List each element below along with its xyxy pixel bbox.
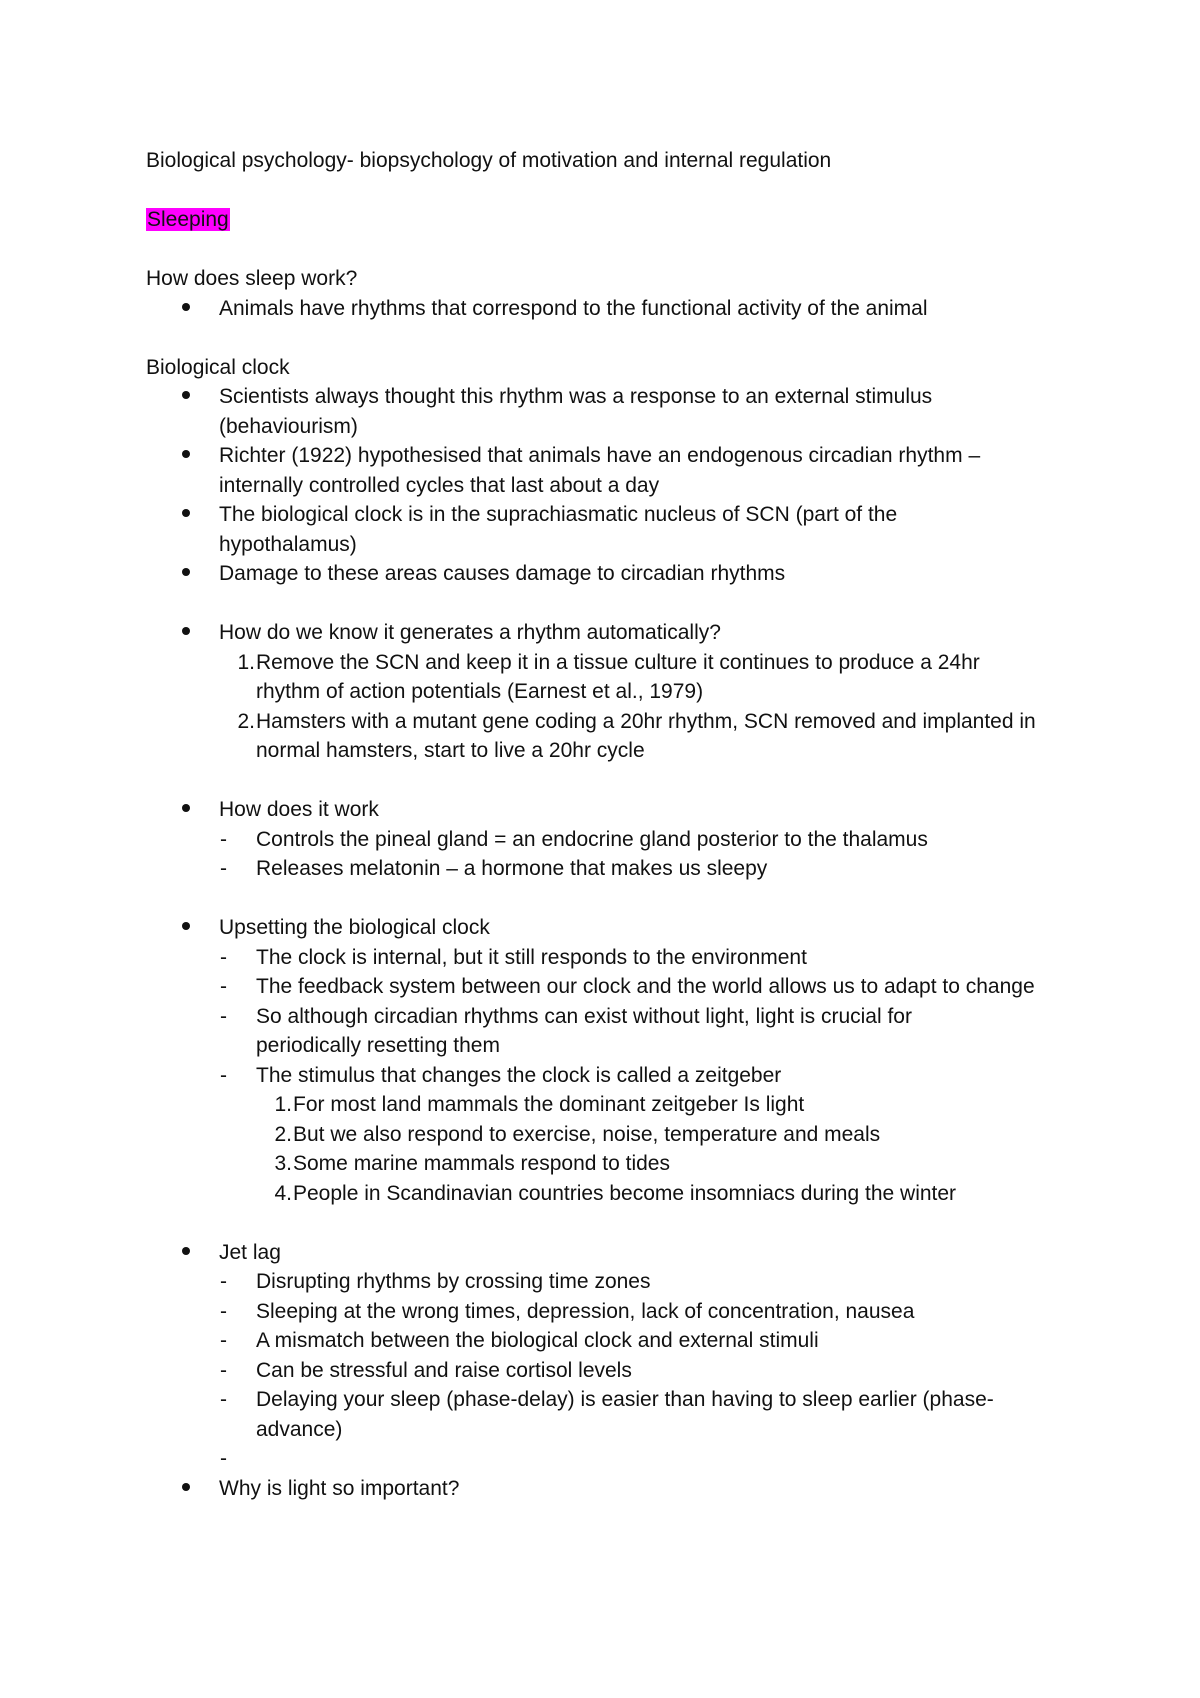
dash-item: - Sleeping at the wrong times, depression, lack of concentration, nausea: [146, 1297, 1086, 1327]
bullet-icon: [182, 441, 190, 471]
dash-marker: -: [220, 1358, 227, 1382]
dash-marker: -: [220, 1063, 227, 1087]
dash-item: - So although circadian rhythms can exist without light, light is crucial for periodically resetting them: [146, 1002, 1006, 1061]
bullet-icon: [182, 500, 190, 530]
dash-marker: -: [220, 857, 227, 880]
list-item: Scientists always thought this rhythm was a response to an external stimulus (behaviourism): [146, 382, 1019, 441]
bullet-icon: [182, 1238, 190, 1268]
list-item: Richter (1922) hypothesised that animals have an endogenous circadian rhythm – internally controlled cycles that last about a day: [146, 441, 1049, 500]
dash-item-empty: [146, 1444, 1086, 1474]
dash-marker: -: [220, 1447, 227, 1470]
list-number: 2 .: [237, 707, 255, 737]
numbered-item: 2 . Hamsters with a mutant gene coding a 20hr rhythm, SCN removed and implanted in normal hamsters, start to live a 20hr cycle: [146, 707, 1091, 766]
list-number: 4 .: [274, 1179, 292, 1209]
list-item: The biological clock is in the suprachiasmatic nucleus of SCN (part of the hypothalamus): [146, 500, 979, 559]
numbered-sub-item: 1 . For most land mammals the dominant zeitgeber Is light: [146, 1090, 1086, 1120]
list-item-why-light: Why is light so important?: [146, 1474, 1086, 1504]
dash-marker: -: [220, 975, 227, 998]
dash-marker: -: [220, 827, 227, 851]
list-item-how-does-it-work: How does it work: [146, 795, 1086, 825]
section-heading-sleeping: Sleeping: [147, 208, 229, 231]
dash-item: - The feedback system between our clock and the world allows us to adapt to change: [146, 972, 1036, 1002]
bullet-icon: [182, 1474, 190, 1504]
document-body: [146, 146, 1086, 1503]
bullet-icon: [182, 618, 190, 648]
document-title: Biological psychology- biopsychology of motivation and internal regulation: [146, 149, 832, 172]
numbered-sub-item: 3 . Some marine mammals respond to tides: [146, 1149, 1086, 1179]
dash-item: - The stimulus that changes the clock is called a zeitgeber: [146, 1061, 1086, 1091]
numbered-sub-item: 2 . But we also respond to exercise, noise, temperature and meals: [146, 1120, 1086, 1150]
list-item: Damage to these areas causes damage to circadian rhythms: [146, 559, 1086, 589]
list-item-upsetting: Upsetting the biological clock: [146, 913, 1086, 943]
dash-item: - Releases melatonin – a hormone that makes us sleepy: [146, 854, 1086, 884]
dash-marker: -: [220, 945, 227, 969]
list-item-jet-lag: Jet lag: [146, 1238, 1086, 1268]
list-number: 1 .: [237, 648, 255, 678]
dash-item: - A mismatch between the biological clock and external stimuli: [146, 1326, 1086, 1356]
bullet-icon: [182, 559, 190, 589]
dash-item: - Disrupting rhythms by crossing time zones: [146, 1267, 1086, 1297]
list-item-how-do-we-know: How do we know it generates a rhythm automatically?: [146, 618, 1086, 648]
dash-marker: -: [220, 1270, 227, 1293]
list-number: 3 .: [274, 1149, 292, 1179]
bullet-icon: [182, 382, 190, 412]
dash-marker: -: [220, 1004, 227, 1028]
dash-item: - The clock is internal, but it still responds to the environment: [146, 943, 1086, 973]
numbered-sub-item: 4 . People in Scandinavian countries become insomniacs during the winter: [146, 1179, 1086, 1209]
dash-marker: -: [220, 1388, 227, 1411]
bullet-icon: [182, 913, 190, 943]
list-item: Animals have rhythms that correspond to the functional activity of the animal: [146, 294, 1086, 324]
numbered-item: 1 . Remove the SCN and keep it in a tissue culture it continues to produce a 24hr rhythm of action potentials (Earnest et al., 1979): [146, 648, 1036, 707]
dash-marker: -: [220, 1299, 227, 1323]
dash-item: - Controls the pineal gland = an endocrine gland posterior to the thalamus: [146, 825, 1086, 855]
question-heading: How does sleep work?: [146, 267, 358, 290]
biological-clock-heading: Biological clock: [146, 355, 290, 379]
dash-item: - Delaying your sleep (phase-delay) is easier than having to sleep earlier (phase-advance): [146, 1385, 1076, 1444]
list-number: 1 .: [274, 1090, 292, 1120]
bullet-icon: [182, 795, 190, 825]
section-heading-row: [146, 205, 1086, 235]
dash-item: - Can be stressful and raise cortisol levels: [146, 1356, 1086, 1386]
list-number: 2 .: [274, 1120, 292, 1150]
bullet-icon: [182, 294, 190, 324]
dash-marker: -: [220, 1329, 227, 1352]
